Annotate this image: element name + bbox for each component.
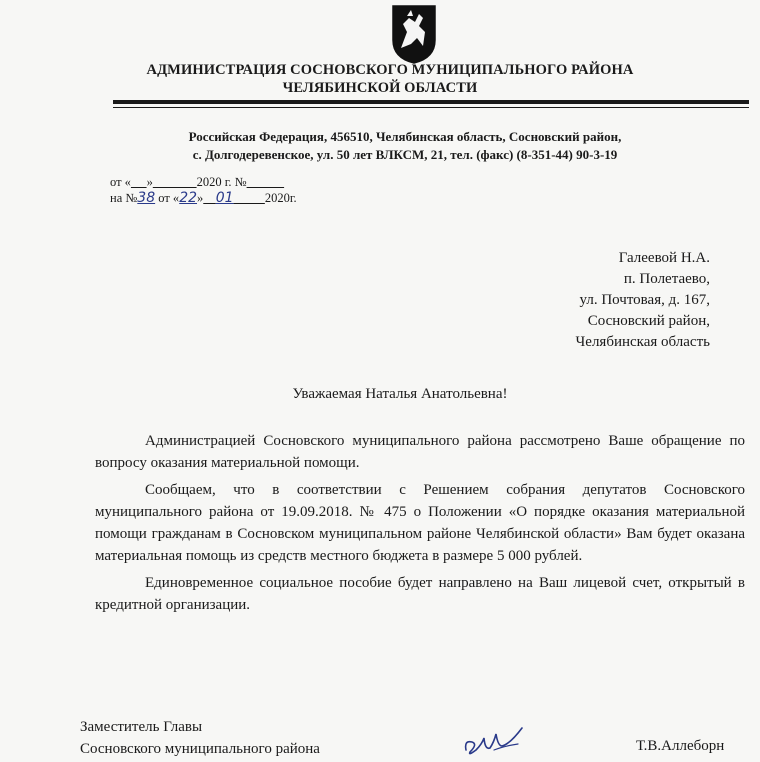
recipient-address <box>430 248 710 353</box>
address-line2: с. Долгодеревенское, ул. 50 лет ВЛКСМ, 21, тел. (факс) (8-351-44) 90-3-19 <box>192 147 618 162</box>
address-line1: Российская Федерация, 456510, Челябинская область, Сосновский район, <box>188 129 622 144</box>
body-paragraph: Сообщаем, что в соответствии с Решением собрания депутатов Сосновского муниципального района от 19.09.2018. № 475 о Положении «О порядке оказания материальной помощи гражданам в Сосновском муниципальном районе Челябинской области» Вам будет оказана материальная помощь из средств местного бюджета в размере 5 000 рублей. <box>95 482 745 564</box>
recipient-line: Галеевой Н.А. <box>618 250 710 266</box>
ref-in-year: 2020г. <box>264 191 297 205</box>
ref-in-close: » <box>197 191 204 205</box>
outgoing-reference <box>110 175 284 190</box>
salutation: Уважаемая Наталья Анатольевна! <box>292 386 508 402</box>
ref-in-day: 22 <box>179 190 198 206</box>
body-paragraph: Единовременное социальное пособие будет направлено на Ваш лицевой счет, открытый в кредитной организации. <box>95 575 745 613</box>
recipient-line: Сосновский район, <box>587 313 710 329</box>
ref-in-month: 01 <box>215 190 234 206</box>
incoming-reference <box>110 190 297 206</box>
recipient-line: ул. Почтовая, д. 167, <box>579 292 710 308</box>
ref-from-prefix: от « <box>110 175 131 189</box>
org-title-line1: АДМИНИСТРАЦИЯ СОСНОВСКОГО МУНИЦИПАЛЬНОГО РАЙОНА <box>146 62 634 78</box>
signatory-title <box>80 716 320 760</box>
letter-body <box>95 430 745 621</box>
ref-from-mid: » <box>146 175 153 189</box>
signatory-name: Т.В.Аллеборн <box>636 738 725 754</box>
header-rule-thick <box>113 100 749 104</box>
body-paragraph: Администрацией Сосновского муниципального района рассмотрено Ваше обращение по вопросу оказания материальной помощи. <box>95 433 745 471</box>
signatory-title-line1: Заместитель Главы <box>80 719 203 735</box>
ref-in-prefix: на № <box>110 191 138 205</box>
ref-in-number: 38 <box>137 190 156 206</box>
coat-of-arms-icon <box>389 4 439 64</box>
org-title-line2: ЧЕЛЯБИНСКОЙ ОБЛАСТИ <box>282 80 478 96</box>
ref-in-from: от « <box>158 191 180 205</box>
handwritten-signature-icon <box>460 720 530 758</box>
recipient-line: п. Полетаево, <box>623 271 710 287</box>
header-rule-thin <box>113 107 749 108</box>
recipient-line: Челябинская область <box>575 334 710 350</box>
signatory-title-line2: Сосновского муниципального района <box>80 741 320 757</box>
ref-year: 2020 г. № <box>196 175 247 189</box>
